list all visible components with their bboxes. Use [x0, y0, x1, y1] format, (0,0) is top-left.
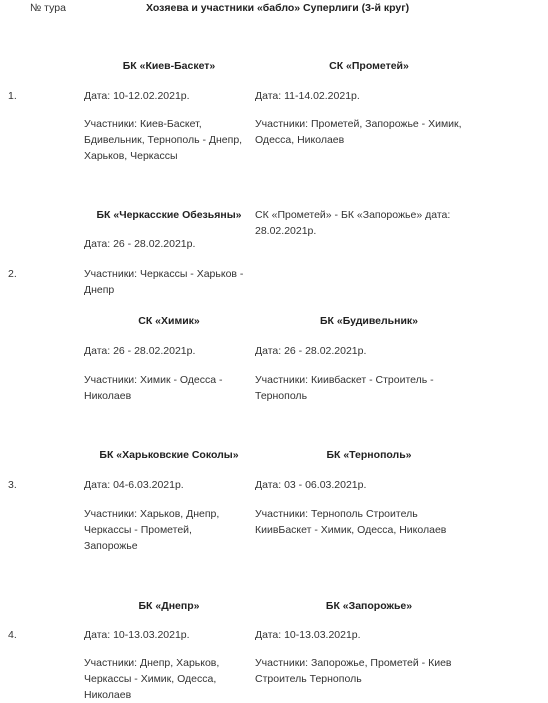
- round-number: 2.: [8, 268, 17, 280]
- note-line: 28.02.2021р.: [255, 225, 317, 237]
- participants-text: [84, 116, 242, 164]
- round-number: 1.: [8, 90, 17, 102]
- participants-line: Участники: Днепр, Харьков,: [84, 657, 220, 669]
- date-text: Дата: 03 - 06.03.2021р.: [255, 479, 367, 491]
- column-header-hosts: Хозяева и участники «бабло» Суперлиги (3-й круг): [146, 2, 410, 14]
- round-number: 3.: [8, 479, 17, 491]
- participants-line: Участники: Запорожье, Прометей - Киев: [255, 657, 452, 669]
- participants-line: Днепр: [84, 284, 115, 296]
- participants-line: Николаев: [84, 689, 132, 701]
- participants-text: [84, 506, 219, 554]
- date-text: Дата: 04-6.03.2021р.: [84, 479, 184, 491]
- host-title: БК «Черкасские Обезьяны»: [96, 209, 242, 221]
- host-title: СК «Химик»: [138, 315, 200, 327]
- participants-line: Участники: Харьков, Днепр,: [84, 508, 220, 520]
- participants-line: Черкассы - Прометей,: [84, 524, 192, 536]
- host-title: БК «Запорожье»: [325, 600, 413, 612]
- host-title: БК «Будивельник»: [320, 315, 418, 327]
- participants-text: [255, 372, 434, 404]
- date-text: Дата: 26 - 28.02.2021р.: [255, 345, 367, 357]
- participants-line: Участники: Химик - Одесса -: [84, 374, 223, 386]
- participants-text: [255, 655, 452, 687]
- participants-line: Участники: Киивбаскет - Строитель -: [255, 374, 434, 386]
- participants-text: [84, 372, 223, 404]
- participants-line: Одесса, Николаев: [255, 134, 345, 146]
- participants-line: КиивБаскет - Химик, Одесса, Николаев: [255, 524, 447, 536]
- date-text: Дата: 10-12.02.2021р.: [84, 90, 190, 102]
- participants-line: Запорожье: [84, 540, 138, 552]
- host-title: СК «Прометей»: [329, 60, 409, 72]
- date-text: Дата: 11-14.02.2021р.: [255, 90, 360, 102]
- participants-line: Участники: Прометей, Запорожье - Химик,: [255, 118, 462, 130]
- host-title: БК «Харьковские Соколы»: [99, 449, 239, 461]
- column-header-round: № тура: [30, 2, 66, 14]
- participants-text: [255, 116, 462, 148]
- host-title: БК «Днепр»: [138, 600, 200, 612]
- participants-line: Участники: Черкассы - Харьков -: [84, 268, 244, 280]
- note-line: СК «Прометей» - БК «Запорожье» дата:: [255, 209, 451, 221]
- participants-line: Николаев: [84, 390, 132, 402]
- date-text: Дата: 26 - 28.02.2021р.: [84, 345, 196, 357]
- date-text: Дата: 26 - 28.02.2021р.: [84, 238, 196, 250]
- host-title: БК «Тернополь»: [326, 449, 412, 461]
- participants-line: Бдивельник, Тернополь - Днепр,: [84, 134, 243, 146]
- participants-line: Харьков, Черкассы: [84, 150, 178, 162]
- participants-line: Участники: Киев-Баскет,: [84, 118, 202, 130]
- participants-text: [84, 655, 219, 703]
- note-text: [255, 207, 450, 239]
- participants-text: [84, 266, 243, 298]
- participants-line: Строитель Тернополь: [255, 673, 362, 685]
- date-text: Дата: 10-13.03.2021р.: [84, 629, 190, 641]
- participants-line: Черкассы - Химик, Одесса,: [84, 673, 217, 685]
- round-number: 4.: [8, 629, 17, 641]
- participants-line: Участники: Тернополь Строитель: [255, 508, 418, 520]
- date-text: Дата: 10-13.03.2021р.: [255, 629, 361, 641]
- participants-text: [255, 506, 446, 538]
- host-title: БК «Киев-Баскет»: [122, 60, 216, 72]
- participants-line: Тернополь: [255, 390, 308, 402]
